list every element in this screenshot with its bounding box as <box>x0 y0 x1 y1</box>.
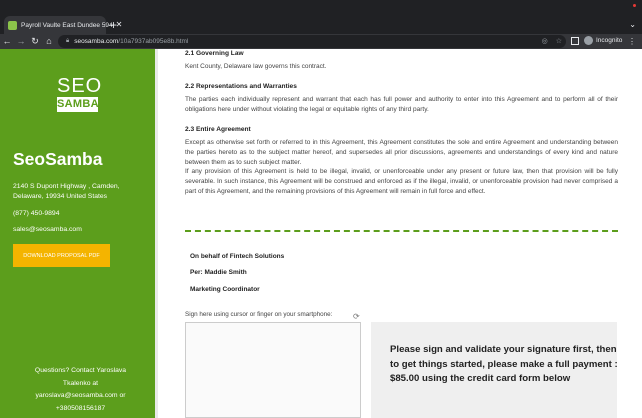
window-close-icon[interactable] <box>633 4 636 7</box>
signer-role: Marketing Coordinator <box>190 286 260 293</box>
company-name: SeoSamba <box>13 149 103 169</box>
browser-toolbar <box>0 34 642 49</box>
address-bar[interactable] <box>58 35 566 48</box>
contract-content <box>158 49 642 418</box>
refresh-icon[interactable]: ⟳ <box>353 312 360 321</box>
seosamba-logo <box>57 75 103 112</box>
company-phone[interactable]: (877) 450-9894 <box>13 210 60 217</box>
home-icon[interactable]: ⌂ <box>46 36 52 46</box>
browser-tab-bar <box>0 0 642 34</box>
browser-tab[interactable] <box>4 16 123 34</box>
company-sidebar <box>0 49 155 418</box>
chevron-down-icon[interactable]: ⌄ <box>629 20 636 29</box>
logo-top: SEO <box>57 75 103 97</box>
payment-notice: Please sign and validate your signature first, then to get things started, please make a full payment : $85.00 using the credit card form below <box>390 344 618 384</box>
menu-icon[interactable]: ⋮ <box>628 37 636 46</box>
signer-name: Per: Maddie Smith <box>190 269 247 276</box>
lock-icon[interactable]: 🔒︎ <box>66 38 70 44</box>
reload-icon[interactable]: ↻ <box>31 36 39 46</box>
incognito-icon <box>584 36 593 45</box>
payment-notice-box <box>371 322 617 418</box>
section-text-governing-law: Kent County, Delaware law governs this contract. <box>185 63 327 70</box>
url-path: /10a7937ab095e8b.html <box>118 38 189 45</box>
profile-label: Incognito <box>596 37 623 44</box>
forward-icon[interactable]: → <box>16 36 26 46</box>
download-proposal-button[interactable]: DOWNLOAD PROPOSAL PDF <box>13 244 110 267</box>
contact-info: Questions? Contact Yaroslava Tkalenko at yaroslava@seosamba.com or +380508156187 <box>34 367 127 412</box>
eye-off-icon[interactable]: ◎ <box>541 38 548 45</box>
signature-pad[interactable] <box>185 322 361 418</box>
logo-bottom: SAMBA <box>57 98 99 110</box>
url-host: seosamba.com <box>74 38 119 45</box>
on-behalf-of: On behalf of Fintech Solutions <box>190 253 285 260</box>
back-icon[interactable]: ← <box>2 36 12 46</box>
section-heading-governing-law: 2.1 Governing Law <box>185 50 244 57</box>
incognito-profile[interactable] <box>584 36 622 45</box>
section-heading-representations: 2.2 Representations and Warranties <box>185 83 297 90</box>
tab-close-icon[interactable]: ✕ <box>115 20 123 29</box>
company-email[interactable]: sales@seosamba.com <box>13 226 82 233</box>
company-address: 2140 S Dupont Highway , Camden, Delaware, 19934 United States <box>13 183 120 200</box>
dashed-divider <box>185 230 618 232</box>
section-text-representations: The parties each individually represent and warrant that each has full power and authority to enter into this Agreement and to perform all of their obligations here under without violating the legal or equitable rights of any third party. <box>185 96 618 113</box>
section-text-severability: If any provision of this Agreement is held to be illegal, invalid, or unenforceable under any present or future law, then that provision will be fully severable. In such instance, this Agreement will be construed and enforced as if the illegal, invalid, or unenforceable provision had never comprised a part of this Agreement, and the remaining provisions of this Agreement will remain in full force and effect. <box>185 168 618 195</box>
section-heading-entire-agreement: 2.3 Entire Agreement <box>185 126 251 133</box>
side-panel-icon[interactable] <box>571 37 579 45</box>
signature-instructions: Sign here using cursor or finger on your smartphone: <box>185 311 333 318</box>
section-text-entire-agreement: Except as otherwise set forth or referred to in this Agreement, this Agreement constitutes the sole and entire Agreement and understanding between the parties hereto as to the subject matter hereof, and supersedes all prior discussions, agreements and understandings of every kind and nature between them as to such subject matter. <box>185 139 618 166</box>
bookmark-star-icon[interactable]: ☆ <box>555 38 562 45</box>
favicon-icon <box>8 21 17 30</box>
tab-title: Payroll Vaulte East Dundee 594 <box>21 21 113 29</box>
new-tab-icon[interactable]: + <box>110 18 118 32</box>
